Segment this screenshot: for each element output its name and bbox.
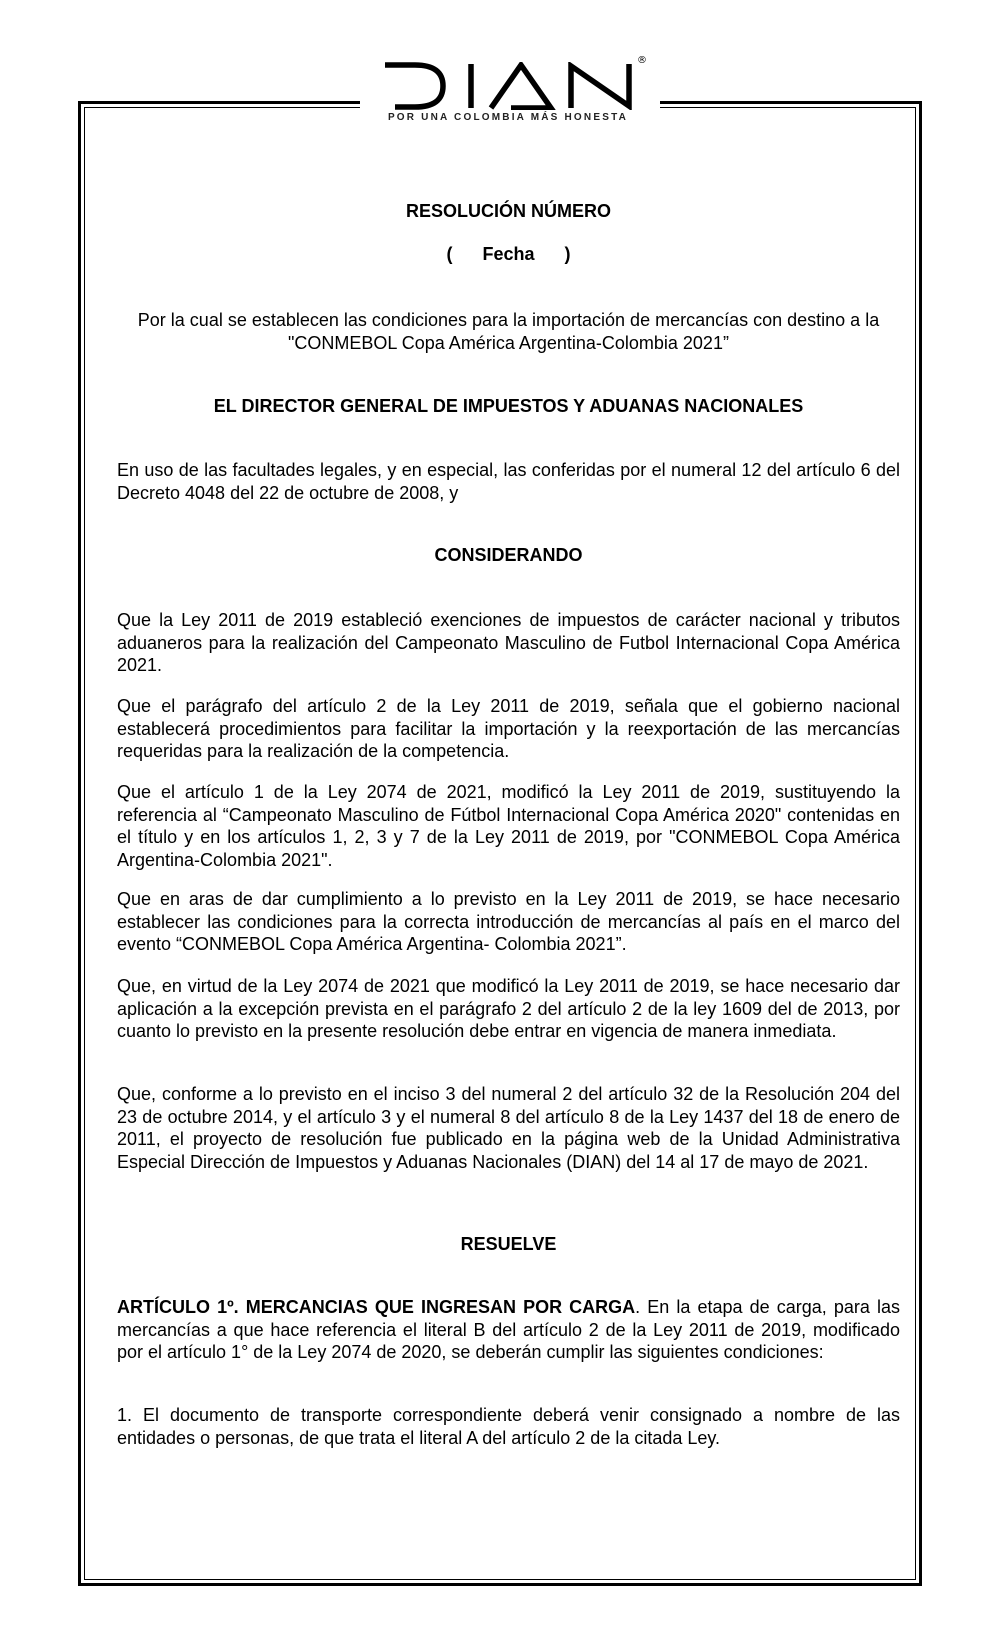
article-1-item-1: 1. El documento de transporte correspondiente deberá venir consignado a nombre de las entidades o personas, de que trata el literal A del artículo 2 de la citada Ley. — [117, 1405, 900, 1448]
resolution-title: RESOLUCIÓN NÚMERO — [405, 201, 611, 221]
resuelve-heading: RESUELVE — [460, 1234, 557, 1254]
considerando-paragraph-5: Que, en virtud de la Ley 2074 de 2021 que modificó la Ley 2011 de 2019, se hace necesario dar aplicación a la excepción prevista en el parágrafo 2 del artículo 2 de la ley 1609 del de 2013, por cuanto lo previsto en la presente resolución debe entrar en vigencia de manera inmediata. — [117, 976, 900, 1042]
registered-mark: ® — [637, 55, 647, 66]
considerando-paragraph-2: Que el parágrafo del artículo 2 de la Ley 2011 de 2019, señala que el gobierno nacional establecerá procedimientos para facilitar la importación y la reexportación de las mercancías requeridas para la realización de la competencia. — [117, 696, 900, 762]
article-1-paragraph — [117, 1296, 900, 1364]
dian-logo — [383, 62, 639, 110]
article-1-body: . En la etapa de carga, para las mercancías a que hace referencia el literal B del artículo 2 de la Ley 2011 de 2019, modificado por el artículo 1° de la Ley 2074 de 2020, se deberán cumplir las siguientes condiciones: — [117, 1297, 900, 1363]
authority-heading: EL DIRECTOR GENERAL DE IMPUESTOS Y ADUANAS NACIONALES — [213, 396, 804, 416]
considerando-paragraph-3: Que el artículo 1 de la Ley 2074 de 2021, modificó la Ley 2011 de 2019, sustituyendo la referencia al “Campeonato Masculino de Fútbol Internacional Copa América 2020" contenidas en el título y en los artículos 1, 2, 3 y 7 de la Ley 2011 de 2019, por "CONMEBOL Copa América Argentina-Colombia 2021". — [117, 782, 900, 870]
considerando-heading: CONSIDERANDO — [434, 545, 583, 565]
preamble-paragraph: En uso de las facultades legales, y en especial, las conferidas por el numeral 12 del artículo 6 del Decreto 4048 del 22 de octubre de 2008, y — [117, 460, 900, 503]
date-label: Fecha — [482, 244, 535, 264]
resolution-date — [117, 244, 900, 265]
close-paren: ) — [564, 244, 571, 264]
logo-tagline: POR UNA COLOMBIA MÁS HONESTA — [387, 112, 629, 123]
considerando-paragraph-1: Que la Ley 2011 de 2019 estableció exenciones de impuestos de carácter nacional y tributos aduaneros para la realización del Campeonato Masculino de Futbol Internacional Copa América 2021. — [117, 610, 900, 676]
article-1-heading: ARTÍCULO 1º. MERCANCIAS QUE INGRESAN POR CARGA — [117, 1297, 636, 1317]
considerando-paragraph-6: Que, conforme a lo previsto en el inciso 3 del numeral 2 del artículo 32 de la Resolución 204 del 23 de octubre 2014, y el artículo 3 y el numeral 8 del artículo 8 de la Ley 1437 del 18 de enero de 2011, el proyecto de resolución fue publicado en la página web de la Unidad Administrativa Especial Dirección de Impuestos y Aduanas Nacionales (DIAN) del 14 al 17 de mayo de 2021. — [117, 1084, 900, 1172]
considerando-paragraph-4: Que en aras de dar cumplimiento a lo previsto en la Ley 2011 de 2019, se hace necesario establecer las condiciones para la correcta introducción de mercancías al país en el marco del evento “CONMEBOL Copa América Argentina- Colombia 2021”. — [117, 889, 900, 955]
open-paren: ( — [446, 244, 453, 264]
resolution-subject: Por la cual se establecen las condiciones para la importación de mercancías con destino a la "CONMEBOL Copa América Argentina-Colombia 2021” — [137, 310, 880, 353]
